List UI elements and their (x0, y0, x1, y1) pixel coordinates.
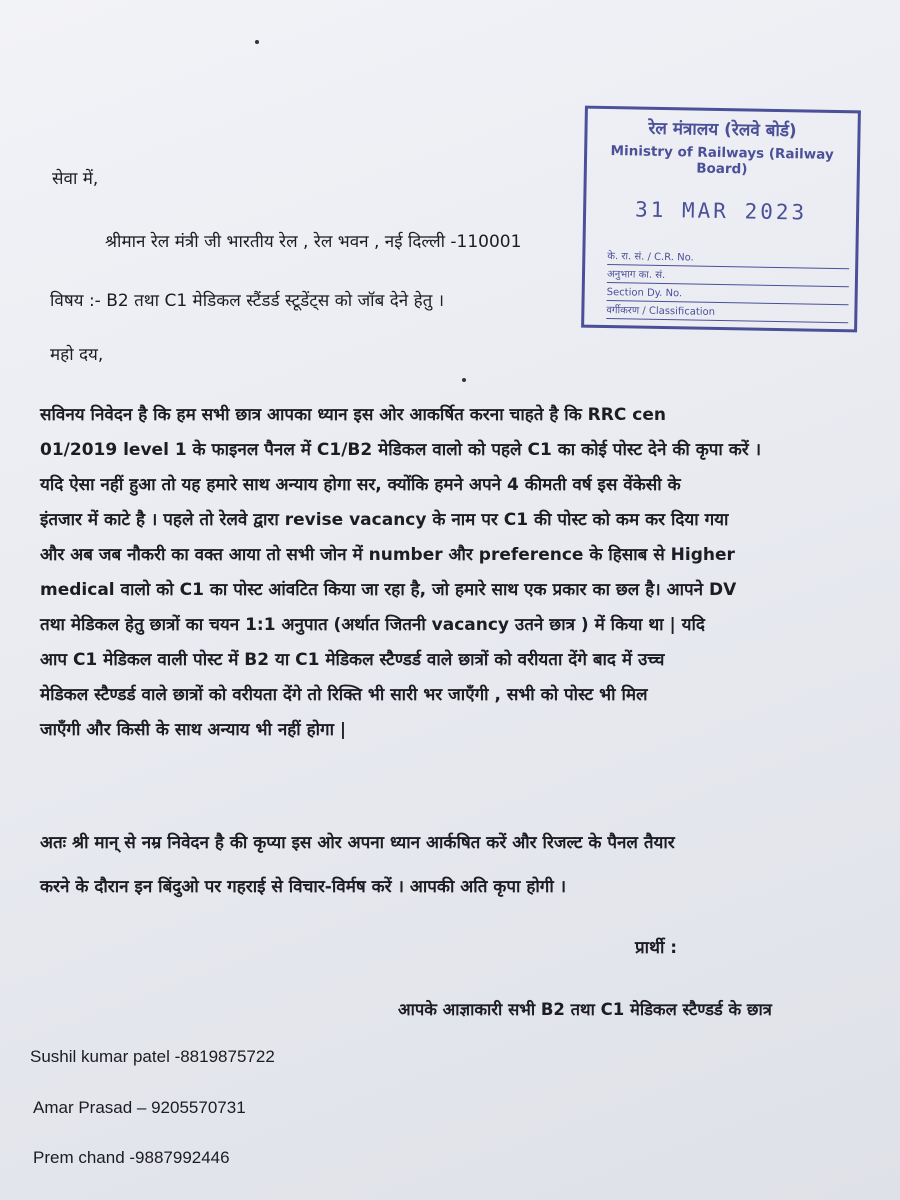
stamp-date: 31 MAR 2023 (634, 197, 808, 225)
signatory: Amar Prasad – 9205570731 (33, 1098, 246, 1117)
stamp-field-classification: वर्गीकरण / Classification (606, 303, 848, 323)
body-line: 01/2019 level 1 के फाइनल पैनल में C1/B2 मेडिकल वालो को पहले C1 का कोई पोस्ट देने की कृपा करें । (40, 440, 762, 460)
subject-line: विषय :- B2 तथा C1 मेडिकल स्टैंडर्ड स्टूडेंट्स को जॉब देने हेतु । (50, 291, 445, 311)
body-line: इंतजार में काटे है । पहले तो रेलवे द्वारा revise vacancy के नाम पर C1 की पोस्ट को कम कर दिया गया (40, 510, 729, 530)
body-line: यदि ऐसा नहीं हुआ तो यह हमारे साथ अन्याय होगा सर, क्योंकि हमने अपने 4 कीमती वर्ष इस वेंकेसी के (40, 475, 681, 495)
stamp-header-english: Ministry of Railways (Railway Board) (610, 143, 834, 178)
stamp-field-cr-no: के. रा. सं. / C.R. No. (607, 249, 849, 269)
ink-speck (462, 378, 466, 382)
ink-speck (255, 40, 259, 44)
body-line: जाएँगी और किसी के साथ अन्याय भी नहीं होगा | (40, 720, 347, 740)
stamp-header-hindi: रेल मंत्रालय (रेलवे बोर्ड) (648, 118, 797, 142)
body-line: और अब जब नौकरी का वक्त आया तो सभी जोन में number और preference के हिसाब से Higher (40, 545, 735, 565)
closing-line: अतः श्री मान् से नम्र निवेदन है की कृप्या इस ओर अपना ध्यान आर्कषित करें और रिजल्ट के पैनल तैयार (40, 833, 675, 853)
body-line: medical वालो को C1 का पोस्ट आंवटित किया जा रहा है, जो हमारे साथ एक प्रकार का छल है। आपने DV (40, 580, 737, 600)
greeting: महो दय, (50, 345, 104, 365)
salutation-to: सेवा में, (52, 169, 99, 189)
body-line: आप C1 मेडिकल वाली पोस्ट में B2 या C1 मेडिकल स्टैण्डर्ड वाले छात्रों को वरीयता देंगे बाद में उच्च (40, 650, 665, 670)
body-line: तथा मेडिकल हेतु छात्रों का चयन 1:1 अनुपात (अर्थात जितनी vacancy उतने छात्र ) में किया था | यदि (40, 615, 705, 635)
signatory: Sushil kumar patel -8819875722 (30, 1047, 275, 1066)
applicant-label: प्रार्थी : (635, 938, 678, 958)
body-line: मेडिकल स्टैण्डर्ड वाले छात्रों को वरीयता देंगे तो रिक्ति भी सारी भर जाएँगी , सभी को पोस्ट भी मिल (40, 685, 648, 705)
body-line: सविनय निवेदन है कि हम सभी छात्र आपका ध्यान इस ओर आकर्षित करना चाहते है कि RRC cen (40, 405, 666, 425)
stamp-field-section-dy-no: Section Dy. No. (607, 285, 849, 305)
closing-line: करने के दौरान इन बिंदुओ पर गहराई से विचार-विर्मष करें । आपकी अति कृपा होगी । (40, 877, 567, 897)
stamp-field-section-no-hindi: अनुभाग का. सं. (607, 267, 849, 287)
signatory: Prem chand -9887992446 (33, 1148, 230, 1167)
addressee: श्रीमान रेल मंत्री जी भारतीय रेल , रेल भवन , नई दिल्ली -110001 (105, 232, 522, 252)
ministry-receipt-stamp (581, 106, 861, 333)
signature-line: आपके आज्ञाकारी सभी B2 तथा C1 मेडिकल स्टैण्डर्ड के छात्र (398, 1000, 772, 1019)
